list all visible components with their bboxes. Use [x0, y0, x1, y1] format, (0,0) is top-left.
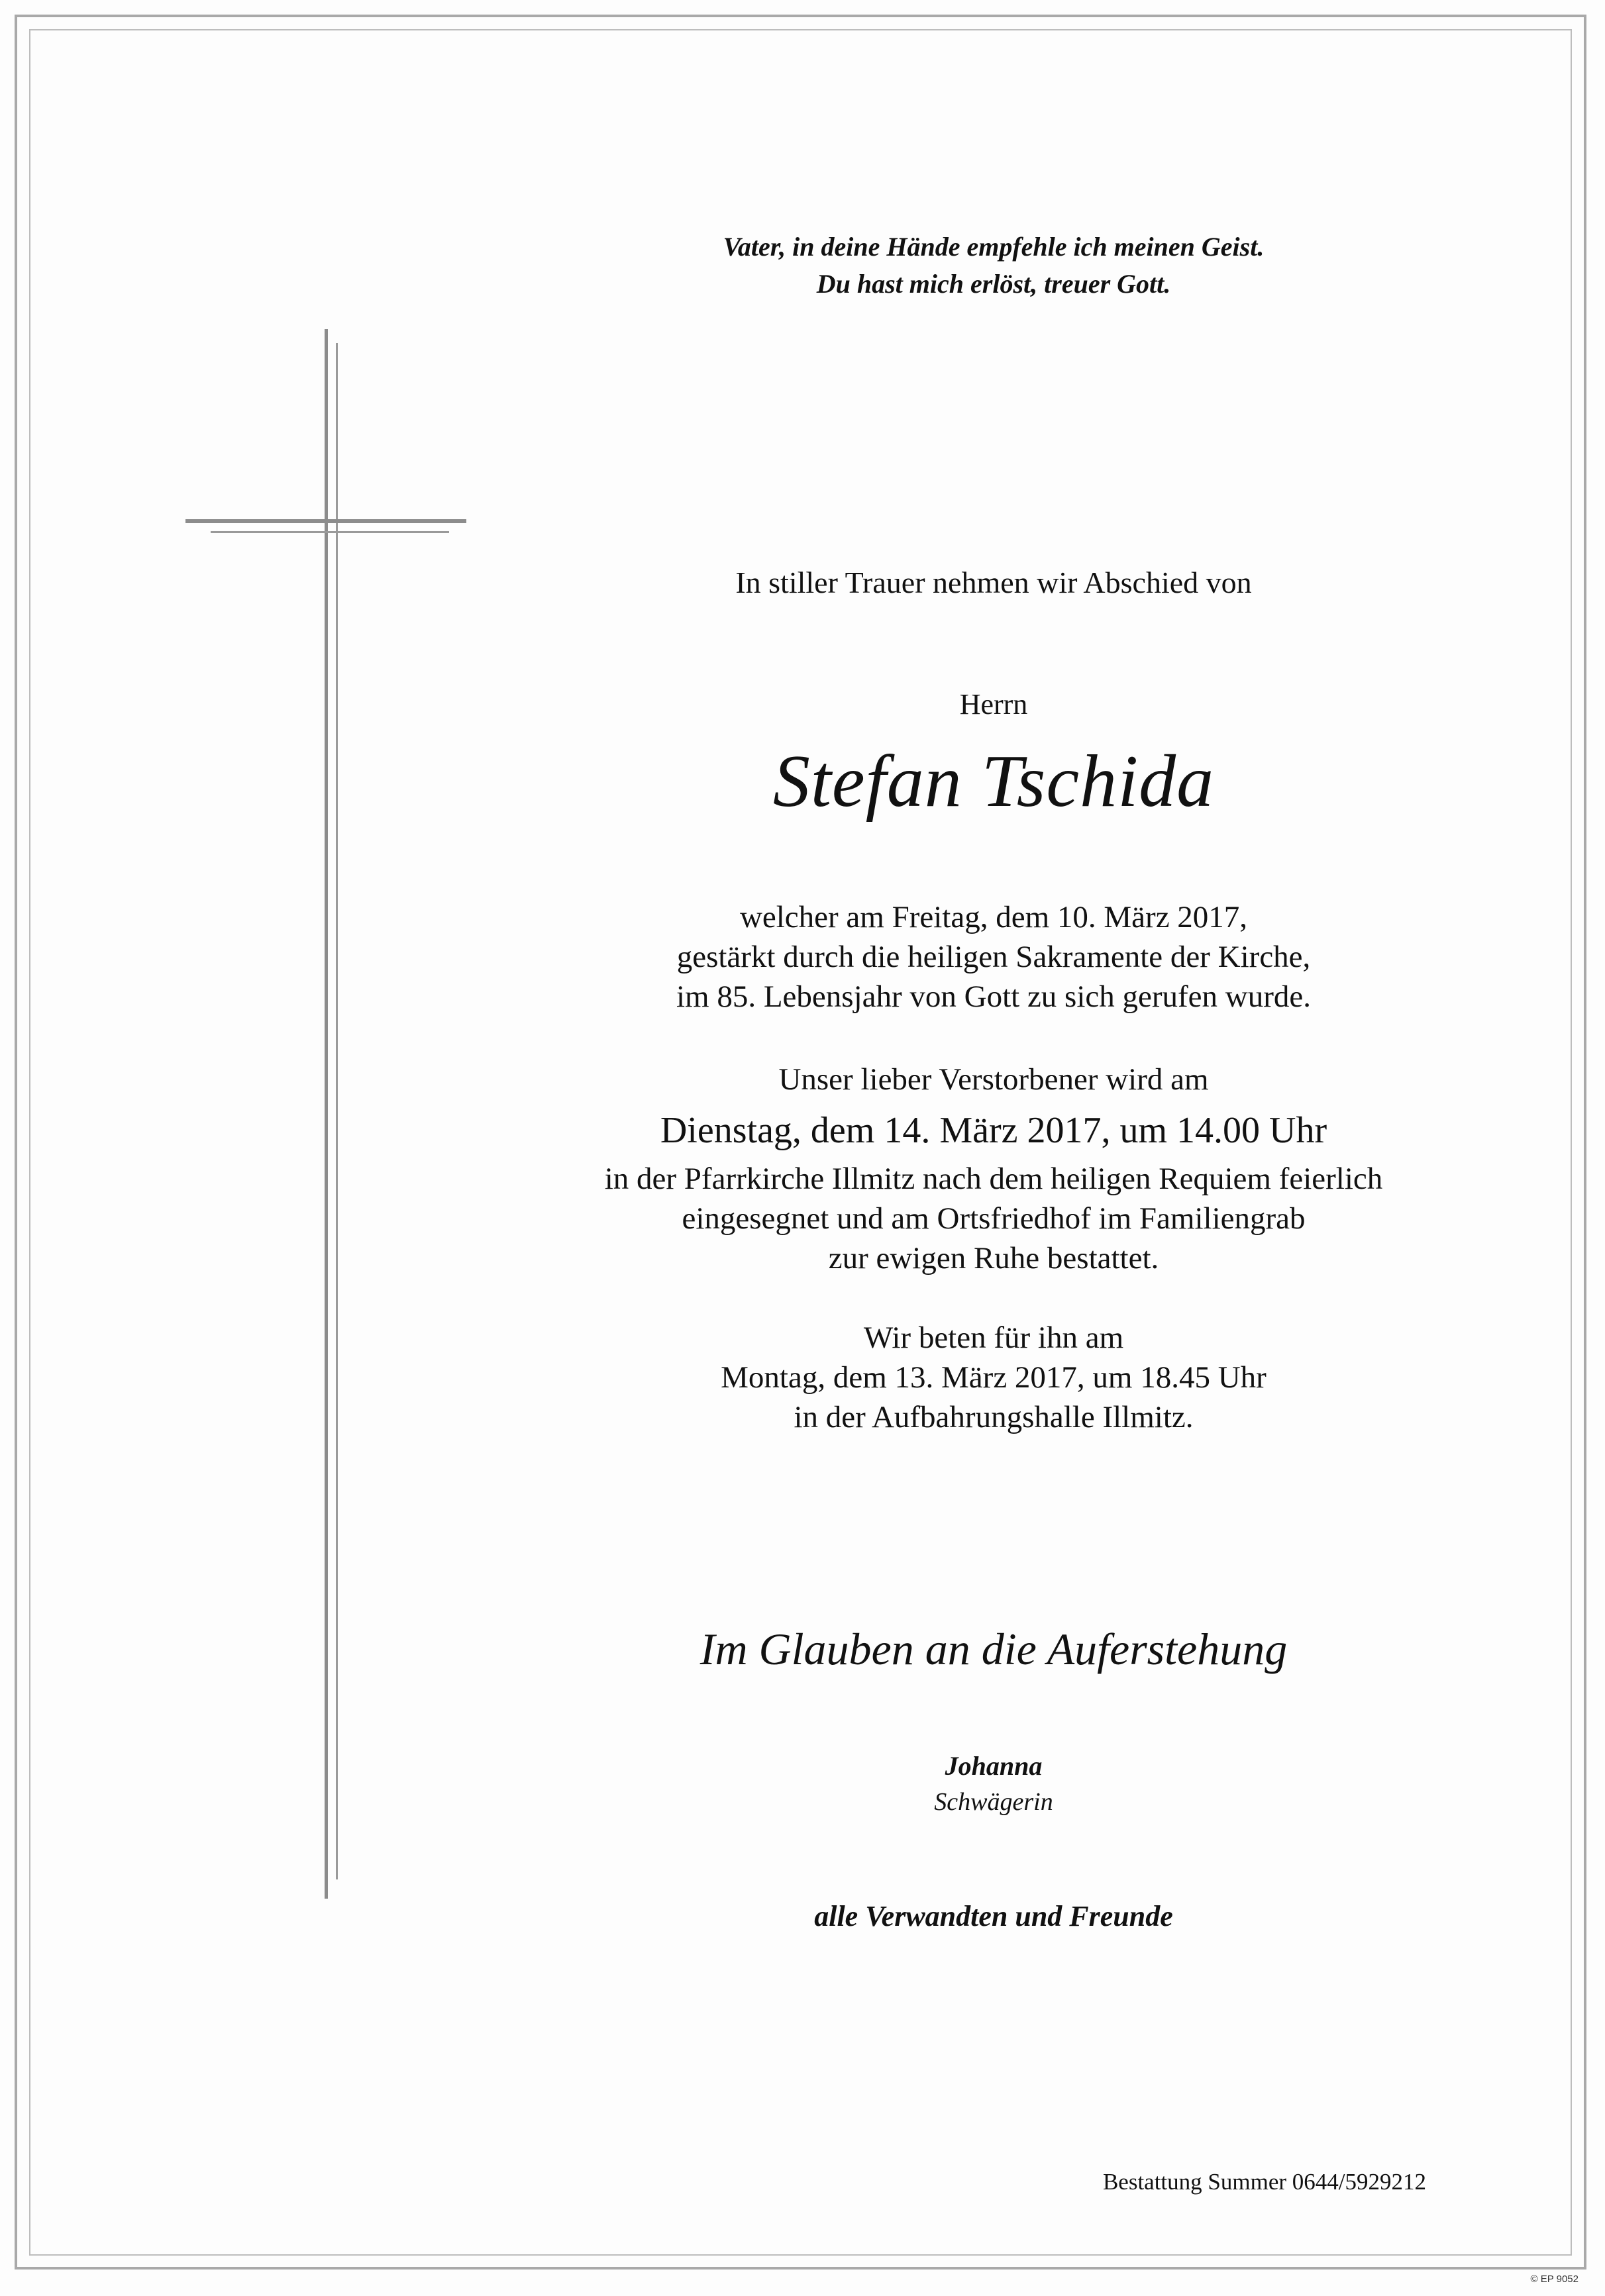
closing-phrase: Im Glauben an die Auferstehung [699, 1624, 1288, 1674]
verse-line: Du hast mich erlöst, treuer Gott. [816, 269, 1171, 299]
death-details [530, 897, 1457, 1017]
deceased-name: Stefan Tschida [772, 740, 1215, 823]
cross-horizontal-bar [185, 519, 466, 523]
prayer-line: Montag, dem 13. März 2017, um 18.45 Uhr [721, 1360, 1267, 1395]
cross-horizontal-shadow [211, 531, 449, 533]
details-line: gestärkt durch die heiligen Sakramente der Kirche, [676, 940, 1311, 974]
funeral-details [530, 1159, 1457, 1278]
verse-line: Vater, in deine Hände empfehle ich meinen Geist. [723, 232, 1265, 262]
print-code: © EP 9052 [1530, 2273, 1579, 2285]
prayer-service [530, 1318, 1457, 1437]
funeral-intro: Unser lieber Verstorbener wird am [778, 1062, 1209, 1097]
mourner-name: Johanna [945, 1751, 1043, 1781]
funeral-line: in der Pfarrkirche Illmitz nach dem heiligen Requiem feierlich [604, 1162, 1383, 1196]
funeral-line: eingesegnet und am Ortsfriedhof im Familiengrab [682, 1201, 1306, 1236]
details-line: im 85. Lebensjahr von Gott zu sich gerufen wurde. [676, 979, 1311, 1014]
undertaker-contact: Bestattung Summer 0644/5929212 [1102, 2169, 1426, 2195]
funeral-line: zur ewigen Ruhe bestattet. [828, 1241, 1159, 1275]
prayer-line: in der Aufbahrungshalle Illmitz. [794, 1400, 1194, 1434]
farewell-intro: In stiller Trauer nehmen wir Abschied von [735, 566, 1252, 599]
details-line: welcher am Freitag, dem 10. März 2017, [739, 900, 1248, 934]
mourner-relation: Schwägerin [934, 1788, 1053, 1816]
funeral-date: Dienstag, dem 14. März 2017, um 14.00 Uhr [660, 1110, 1327, 1151]
cross-vertical-bar [325, 329, 328, 1899]
cross-vertical-shadow [336, 343, 338, 1879]
salutation: Herrn [959, 688, 1028, 721]
bible-verse [530, 228, 1457, 303]
relatives-line: alle Verwandten und Freunde [814, 1900, 1173, 1932]
prayer-line: Wir beten für ihn am [863, 1321, 1124, 1355]
